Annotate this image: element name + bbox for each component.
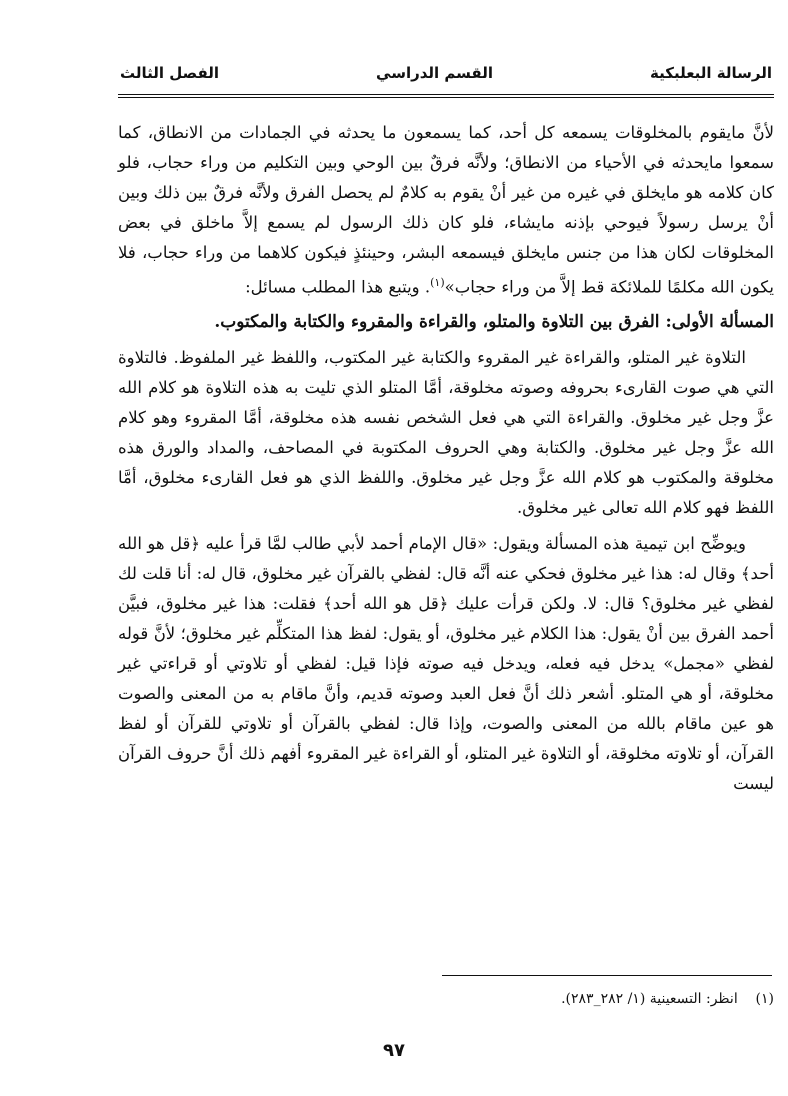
paragraph-1 [118,118,774,303]
paragraph-1-tail: . ويتبع هذا المطلب مسائل: [245,277,431,297]
page-number: ٩٧ [383,1040,405,1061]
header-rule [118,94,774,98]
paragraph-2: التلاوة غير المتلو، والقراءة غير المقروء والكتابة غير المكتوب، واللفظ غير الملفوظ. فالتلاوة التي هي صوت القارىء بحروفه وصوته مخلوقة، أمَّا المتلو الذي تليت به هذه التلاوة هو كلام الله عزَّ وجل غير مخلوق. والقراءة التي هي فعل الشخص نفسه هذه مخلوقة، أمَّا المقروء وهو كلام الله عزَّ وجل غير مخلوق. والكتابة وهي الحروف المكتوبة في المصاحف، والمداد والورق هذه مخلوقة والمكتوب هو كلام الله عزَّ وجل غير مخلوق. واللفظ الذي هو فعل القارىء مخلوق، أمَّا اللفظ فهو كلام الله تعالى غير مخلوق. [118,347,774,517]
footnote-text: انظر: التسعينية (١/ ٢٨٢_٢٨٣). [561,991,738,1007]
book-title: الرسالة البعلبكية [650,64,772,82]
footnote [118,988,774,1010]
chapter-title: الفصل الثالث [120,64,220,82]
paragraph-3: ويوضِّح ابن تيمية هذه المسألة ويقول: «قال الإمام أحمد لأبي طالب لمَّا قرأ عليه ﴿قل هو الله أحد﴾ وقال له: هذا غير مخلوق فحكي عنه أنَّه قال: لفظي بالقرآن غير مخلوق، قال له: أنا قلت لك لفظي غير مخلوق؟ قال: لا. ولكن قرأت عليك ﴿قل هو الله أحد﴾ فقلت: هذا غير مخلوق، فبيَّن أحمد الفرق بين أنْ يقول: هذا الكلام غير مخلوق، أو يقول: لفظ هذا المتكلِّم غير مخلوق؛ لأنَّ قوله لفظي «مجمل» يدخل فيه فعله، ويدخل فيه صوته فإذا قيل: لفظي أو تلاوتي أو قراءتي غير مخلوقة، أو هي المتلو. أشعر ذلك أنَّ فعل العبد وصوته قديم، وأنَّ ماقام به من المعنى والصوت هو عين ماقام بالله من المعنى والصوت، وإذا قال: لفظي بالقرآن أو تلاوتي للقرآن أو لفظ القرآن، أو تلاوته مخلوقة، أو التلاوة غير المتلو، أو القراءة غير المقروء أفهم ذلك أنَّ حروف القرآن ليست [118,533,774,793]
main-text [118,118,774,799]
footnote-reference: (١) [430,276,445,289]
footnote-rule [442,975,772,976]
section-title: القسم الدراسي [376,64,493,82]
paragraph-1-text: لأنَّ مايقوم بالمخلوقات يسمعه كل أحد، كما يسمعون ما يحدثه في الجمادات من الانطاق، كما سمعوا مايحدثه في الأحياء من الانطاق؛ ولأنَّه فرقٌ بين الوحي وبين التكليم من وراء حجاب، فلو كان كلامه هو مايخلق في غيره من غير أنْ يقوم به كلامٌ لم يحصل الفرق ولأنَّه فرقٌ بين ذلك وبين أنْ يرسل رسولاً فيوحي بإذنه مايشاء، فلو كان ذلك الرسول لم يسمع إلاَّ ماخلق في بعض المخلوقات لكان هذا من جنس مايخلق فيسمعه البشر، وحينئذٍ فيكون كلاهما من وراء حجاب، فلا يكون الله مكلمًا للملائكة قط إلاَّ من وراء حجاب» [118,123,774,297]
footnote-number: (١) [755,991,774,1007]
section-heading: المسألة الأولى: الفرق بين التلاوة والمتلو، والقراءة والمقروء والكتابة والمكتوب. [214,311,774,332]
running-header [120,58,772,88]
